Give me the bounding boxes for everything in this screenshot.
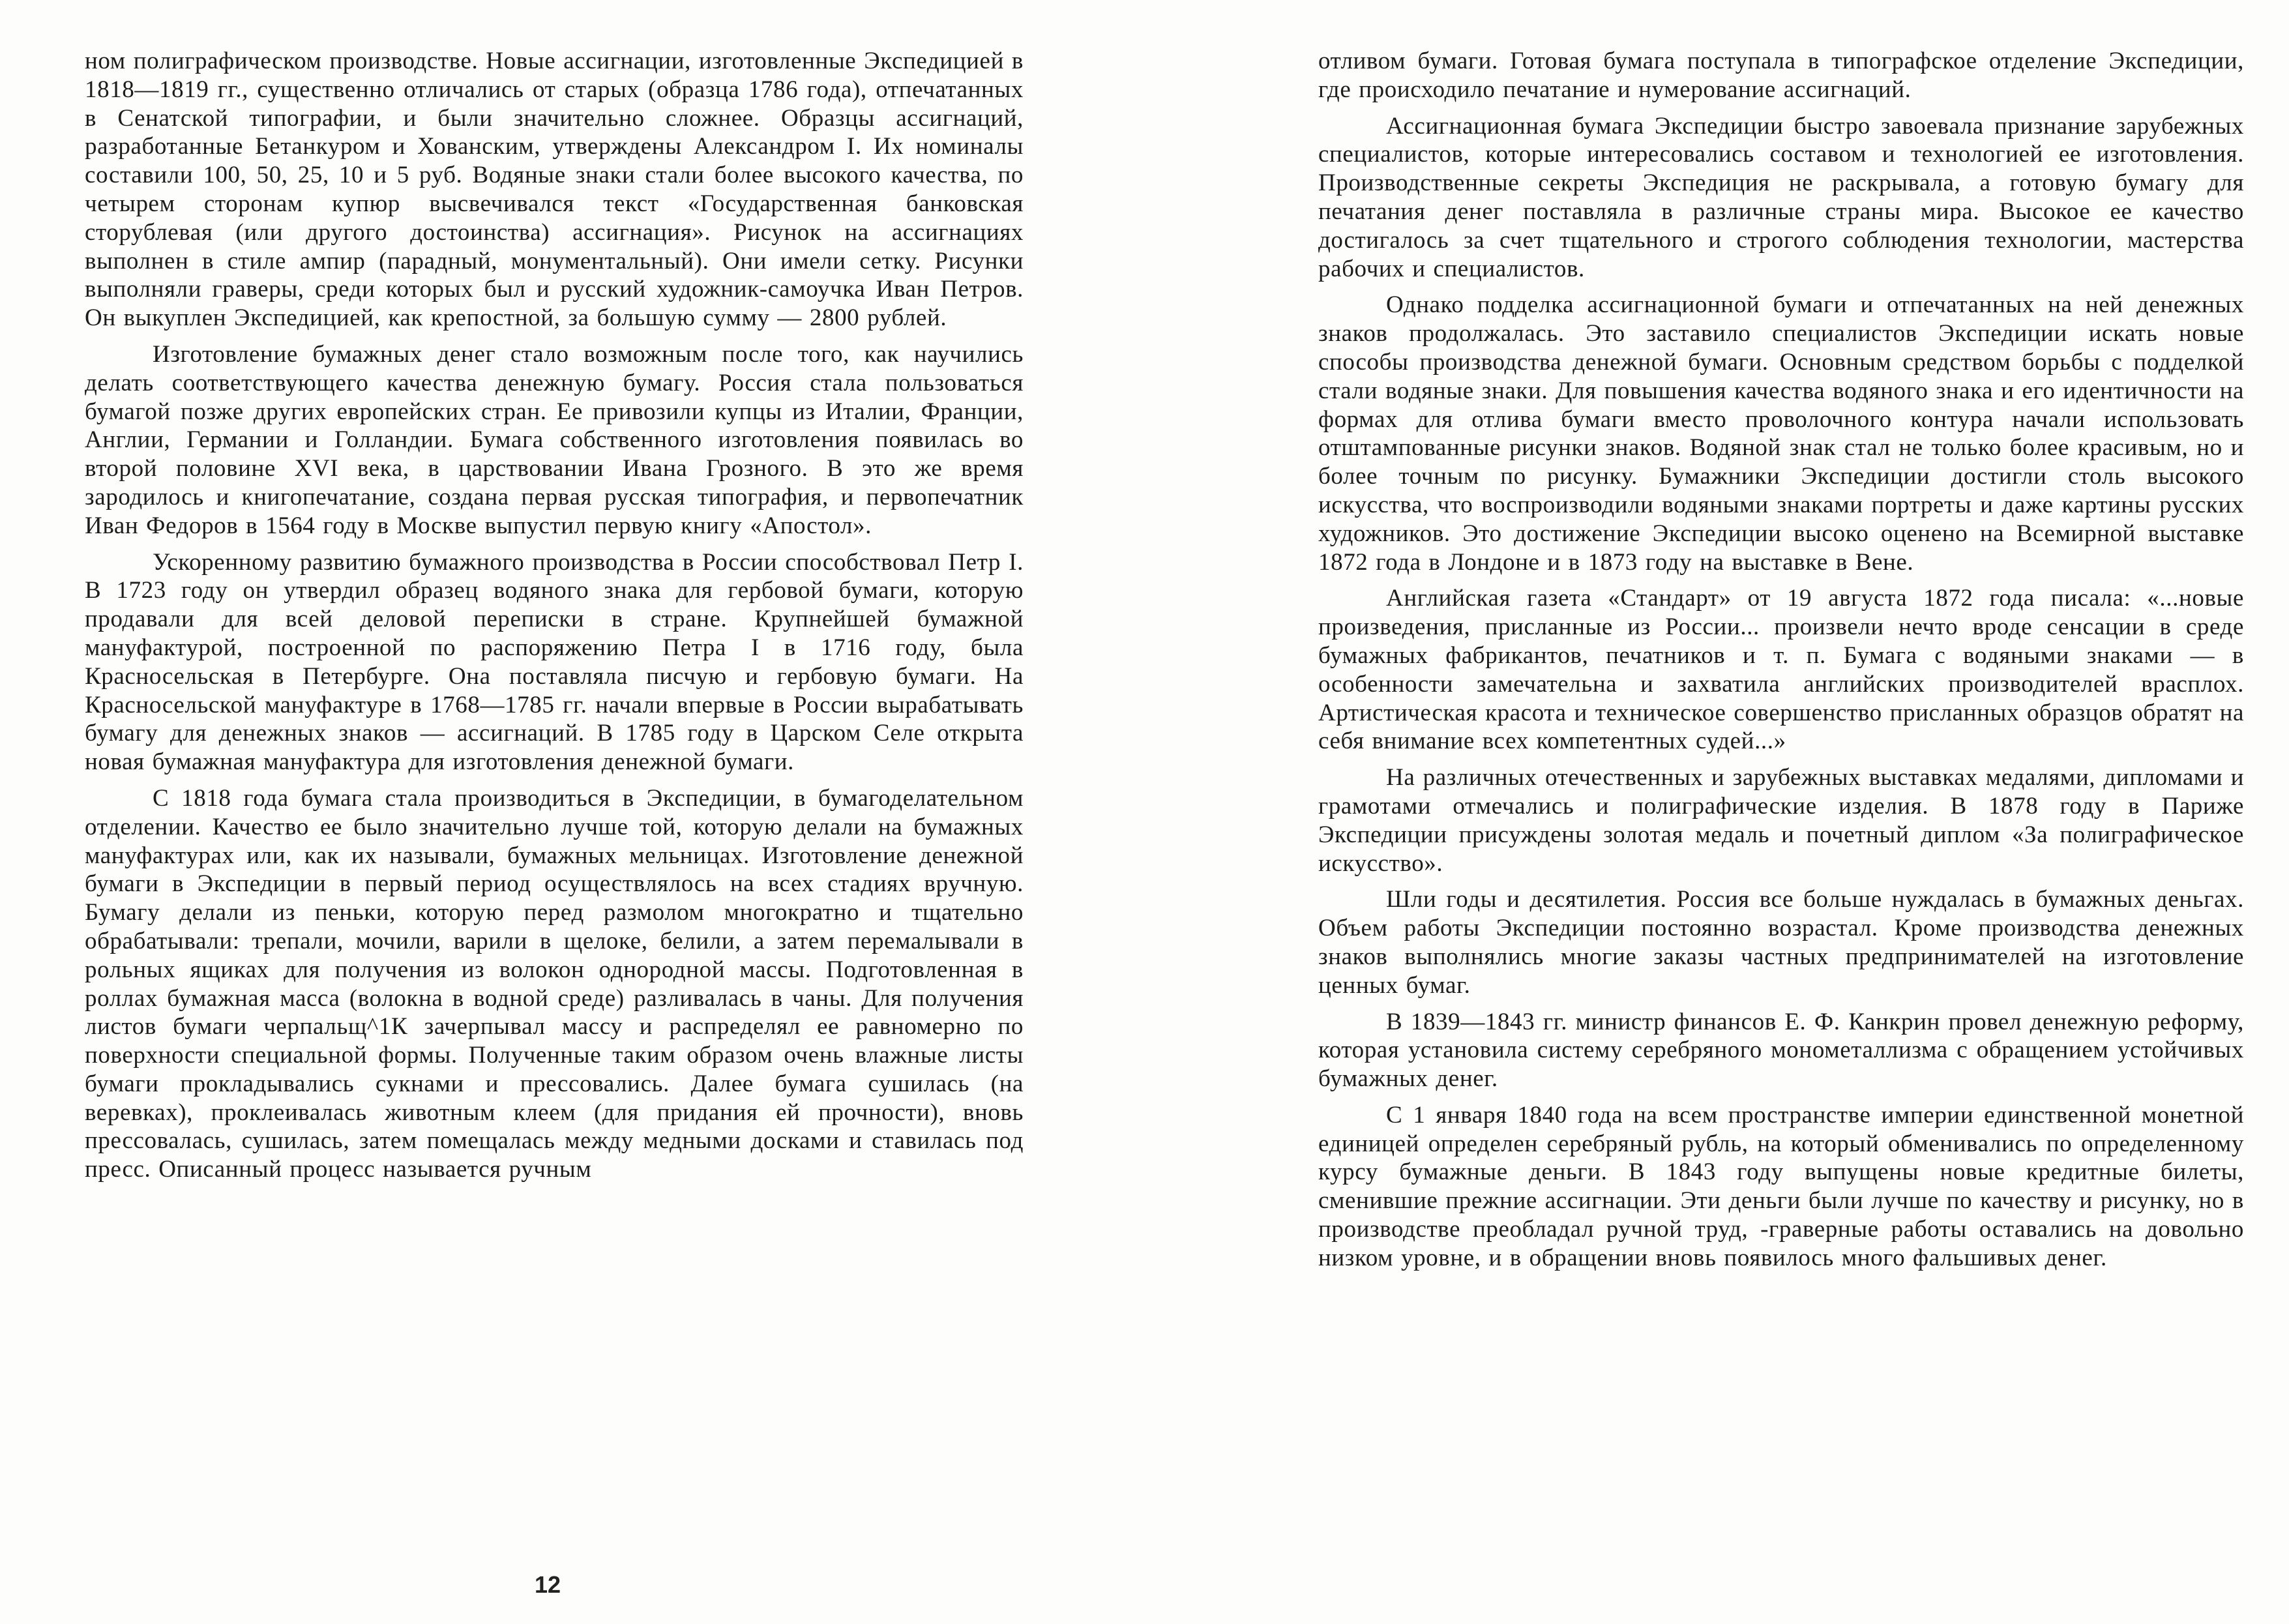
right-paragraph-2: Ассигнационная бумага Экспедиции быстро завоевала признание зарубежных специалистов, которые интересовались составом и технологией ее изготовления. Производственные секреты Экспедиция не раскрывала, а готовую бумагу для печатания денег поставляла в различные страны мира. Высокое ее качество достигалось за счет тщательного и строгого соблюдения технологии, мастерства рабочих и специалистов. — [1318, 112, 2244, 282]
left-paragraph-3: Ускоренному развитию бумажного производства в России способствовал Петр I. В 1723 году он утвердил образец водяного знака для гербовой бумаги, которую продавали для всей деловой переписки в стране. Крупнейшей бумажной мануфактурой, построенной по распоряжению Петра I в 1716 году, была Красносельская в Петербурге. Она поставляла писчую и гербовую бумаги. На Красносельской мануфактуре в 1768—1785 гг. начали впервые в России вырабатывать бумагу для денежных знаков — ассигнаций. В 1785 году в Царском Селе открыта новая бумажная мануфактура для изготовления денежной бумаги. — [85, 548, 1024, 776]
right-paragraph-8: С 1 января 1840 года на всем пространстве империи единственной монетной единицей определен серебряный рубль, на который обменивались по определенному курсу бумажные деньги. В 1843 году выпущены новые кредитные билеты, сменившие прежние ассигнации. Эти деньги были лучше по качеству и рисунку, но в производстве преобладал ручной труд, -граверные работы оставались на довольно низком уровне, и в обращении вновь появилось много фальшивых денег. — [1318, 1101, 2244, 1271]
left-paragraph-2: Изготовление бумажных денег стало возможным после того, как научились делать соответствующего качества денежную бумагу. Россия стала пользоваться бумагой позже других европейских стран. Ее привозили купцы из Италии, Франции, Англии, Германии и Голландии. Бумага собственного изготовления появилась во второй половине XVI века, в царствовании Ивана Грозного. В это же время зародилось и книгопечатание, создана первая русская типография, и первопечатник Иван Федоров в 1564 году в Москве выпустил первую книгу «Апостол». — [85, 340, 1024, 539]
right-paragraph-3: Однако подделка ассигнационной бумаги и отпечатанных на ней денежных знаков продолжалась. Это заставило специалистов Экспедиции искать новые способы производства денежной бумаги. Основным средством борьбы с подделкой стали водяные знаки. Для повышения качества водяного знака и его идентичности на формах для отлива бумаги вместо проволочного контура начали использовать отштампованные рисунки знаков. Водяной знак стал не только более красивым, но и более точным по рисунку. Бумажники Экспедиции достигли столь высокого искусства, что воспроизводили водяными знаками портреты и даже картины русских художников. Это достижение Экспедиции высоко оценено на Всемирной выставке 1872 года в Лондоне и в 1873 году на выставке в Вене. — [1318, 291, 2244, 576]
right-paragraph-5: На различных отечественных и зарубежных выставках медалями, дипломами и грамотами отмечались и полиграфические изделия. В 1878 году в Париже Экспедиции присуждены золотая медаль и почетный диплом «За полиграфическое искусство». — [1318, 764, 2244, 877]
right-paragraph-6: Шли годы и десятилетия. Россия все больше нуждалась в бумажных деньгах. Объем работы Экспедиции постоянно возрастал. Кроме производства денежных знаков выполнялись многие заказы частных предпринимателей на изготовление ценных бумаг. — [1318, 886, 2244, 999]
left-page — [85, 47, 1024, 1192]
right-paragraph-7: В 1839—1843 гг. министр финансов Е. Ф. Канкрин провел денежную реформу, которая установила систему серебряного монометаллизма с обращением устойчивых бумажных денег. — [1318, 1008, 2244, 1093]
left-paragraph-4: С 1818 года бумага стала производиться в Экспедиции, в бумагоделательном отделении. Качество ее было значительно лучше той, которую делали на бумажных мануфактурах или, как их называли, бумажных мельницах. Изготовление денежной бумаги в Экспедиции в первый период осуществлялось на всех стадиях вручную. Бумагу делали из пеньки, которую перед размолом многократно и тщательно обрабатывали: трепали, мочили, варили в щелоке, белили, а затем перемалывали в рольных ящиках для получения из волокон однородной массы. Подготовленная в роллах бумажная масса (волокна в водной среде) разливалась в чаны. Для получения листов бумаги черпальщ^1К зачерпывал массу и распределял ее равномерно по поверхности специальной формы. Полученные таким образом очень влажные листы бумаги прокладывались сукнами и прессовались. Далее бумага сушилась (на веревках), проклеивалась животным клеем (для придания ей прочности), вновь прессовалась, сушилась, затем помещалась между медными досками и ставилась под пресс. Описанный процесс называется ручным — [85, 784, 1024, 1183]
right-page — [1318, 47, 2244, 1280]
right-paragraph-4: Английская газета «Стандарт» от 19 августа 1872 года писала: «...новые произведения, присланные из России... произвели нечто вроде сенсации в среде бумажных фабрикантов, печатников и т. п. Бумага с водяными знаками — в особенности замечательна и захватила английских производителей врасплох. Артистическая красота и техническое совершенство присланных образцов обратят на себя внимание всех компетентных судей...» — [1318, 585, 2244, 755]
page-number: 12 — [535, 1571, 561, 1598]
right-paragraph-1: отливом бумаги. Готовая бумага поступала в типографское отделение Экспедиции, где происходило печатание и нумерование ассигнаций. — [1318, 48, 2244, 103]
left-paragraph-1: ном полиграфическом производстве. Новые ассигнации, изготовленные Экспедицией в 1818—1819 гг., существенно отличались от старых (образца 1786 года), отпечатанных в Сенатской типографии, и были значительно сложнее. Образцы ассигнаций, разработанные Бетанкуром и Хованским, утверждены Александром I. Их номиналы составили 100, 50, 25, 10 и 5 руб. Водяные знаки стали более высокого качества, по четырем сторонам купюр высвечивался текст «Государственная банковская сторублевая (или другого достоинства) ассигнация». Рисунок на ассигнациях выполнен в стиле ампир (парадный, монументальный). Они имели сетку. Рисунки выполняли граверы, среди которых был и русский художник-самоучка Иван Петров. Он выкуплен Экспедицией, как крепостной, за большую сумму — 2800 рублей. — [85, 48, 1024, 332]
